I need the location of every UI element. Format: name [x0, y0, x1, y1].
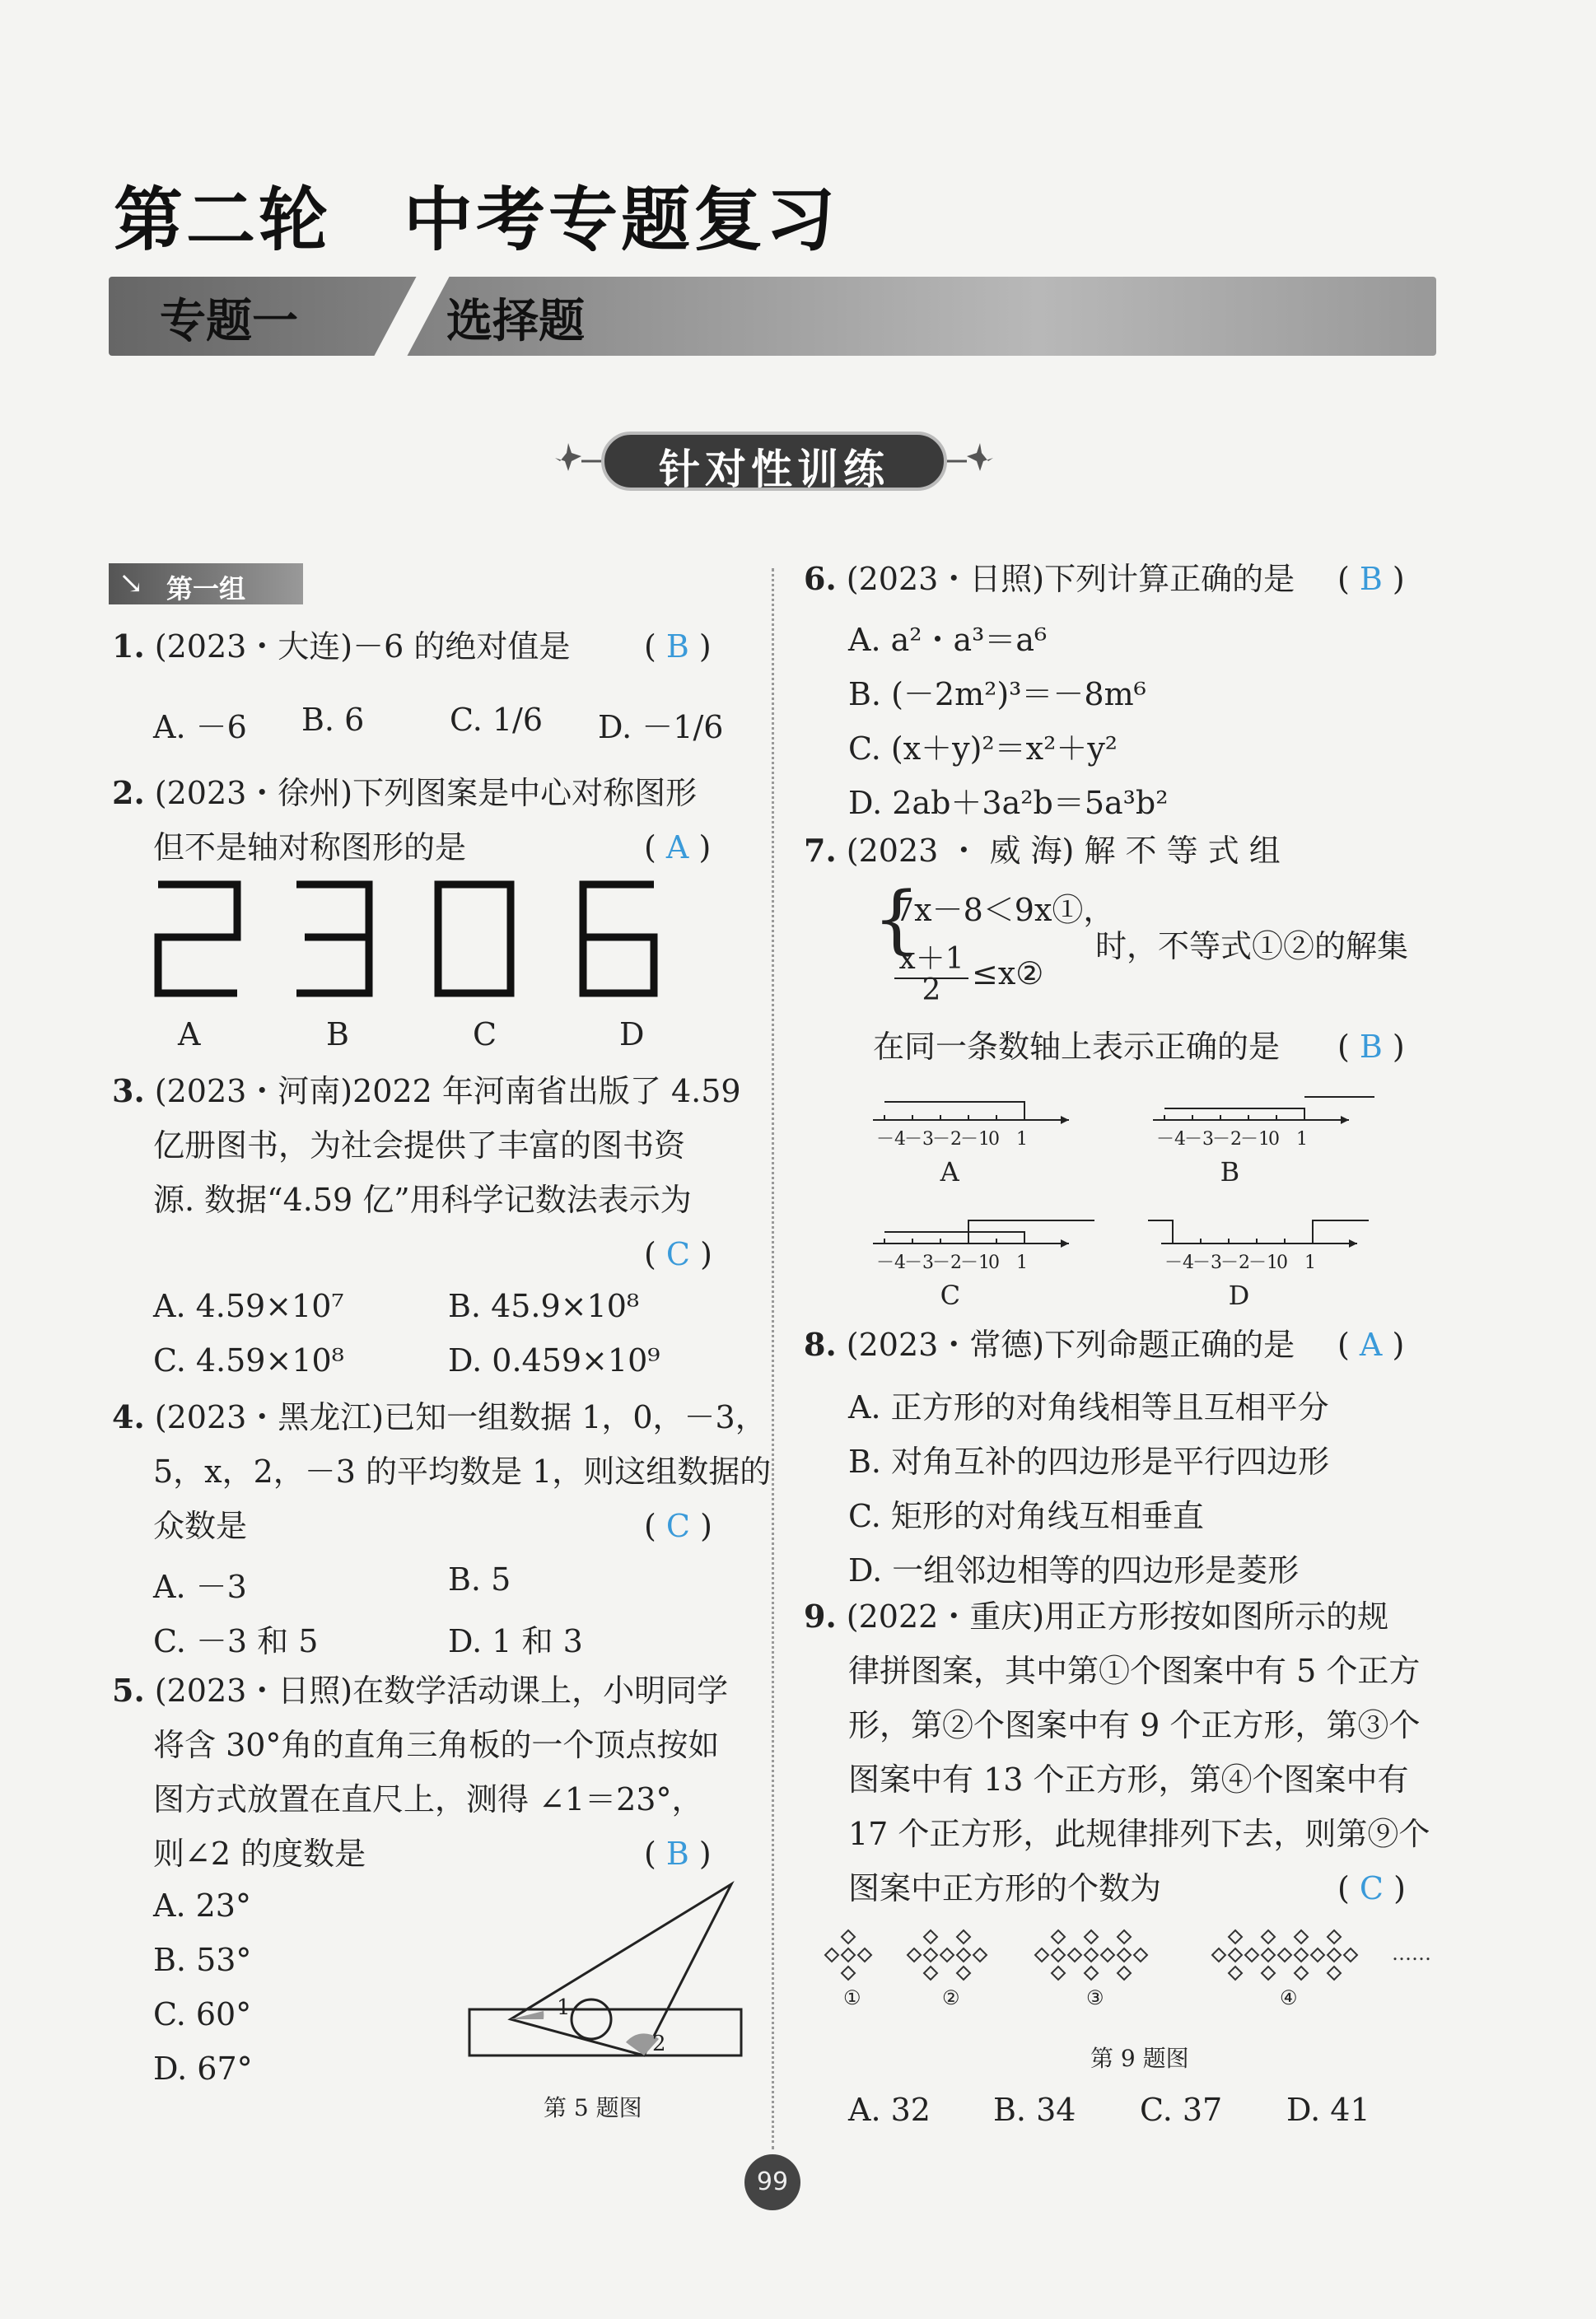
pattern-square: [1262, 1930, 1275, 1943]
number-line-tick-label: 0: [1276, 1253, 1288, 1273]
number-line-tick-label: －4: [1164, 1253, 1194, 1273]
q6-option-a: A. a²・a³＝a⁶: [848, 622, 1048, 658]
topic-number: 专题一: [160, 295, 298, 348]
q1-option-b: B. 6: [301, 702, 365, 738]
pattern-square: [924, 1967, 937, 1980]
q6-option-d: D. 2ab＋3a²b＝5a³b²: [848, 785, 1169, 821]
q7-stem-line1: 7. (2023 ・ 威 海) 解 不 等 式 组: [804, 832, 1281, 869]
q3-stem-line3: 源. 数据“4.59 亿”用科学记数法表示为: [153, 1182, 692, 1218]
pattern-square: [1229, 1967, 1242, 1980]
q4-option-b: B. 5: [448, 1561, 511, 1598]
q7-number-lines: [865, 1071, 1441, 1318]
number-line-tick-label: －4: [876, 1129, 906, 1150]
q5-option-b: B. 53°: [153, 1942, 252, 1978]
number-line-option-label: B: [1220, 1156, 1240, 1187]
pattern-square: [1212, 1948, 1225, 1962]
q9-stem-line2: 律拼图案，其中第①个图案中有 5 个正方: [848, 1653, 1421, 1689]
triangle-shape: [511, 1884, 731, 2055]
q7-answer: ( B ): [1337, 1029, 1405, 1065]
q9-option-d: D. 41: [1286, 2092, 1370, 2128]
q9-option-a: A. 32: [848, 2092, 931, 2128]
pattern-square: [1118, 1967, 1131, 1980]
angle-1-label: 1: [557, 1995, 571, 2020]
q9-stem-line3: 形，第②个图案中有 9 个正方形，第③个: [848, 1707, 1421, 1743]
pattern-square: [908, 1948, 921, 1962]
pattern-index-label: ①: [843, 1986, 861, 2009]
q8-option-c: C. 矩形的对角线互相垂直: [848, 1498, 1204, 1534]
topic-banner: [109, 277, 1436, 356]
q7-fraction-numerator: x＋1: [894, 936, 968, 979]
pattern-square: [1118, 1930, 1131, 1943]
number-line-tick-label: －2: [932, 1253, 962, 1273]
number-line-tick-label: 1: [1296, 1129, 1308, 1150]
q4-option-d: D. 1 和 3: [448, 1623, 583, 1659]
pattern-square: [1118, 1948, 1131, 1962]
pattern-square: [1085, 1948, 1098, 1962]
pattern-square: [1295, 1930, 1308, 1943]
q5-option-a: A. 23°: [153, 1887, 251, 1924]
q9-answer: ( C ): [1337, 1870, 1406, 1906]
q6-option-c: C. (x＋y)²＝x²＋y²: [848, 730, 1118, 767]
number-line-tick-label: －2: [932, 1129, 962, 1150]
pattern-square: [1328, 1967, 1341, 1980]
q5-stem-line2: 将含 30°角的直角三角板的一个顶点按如: [153, 1727, 720, 1763]
number-line-tick-label: －1: [960, 1253, 990, 1273]
q5-option-d: D. 67°: [153, 2051, 253, 2087]
q7-inequality-2-tail: ≤x②: [972, 955, 1044, 992]
pattern-square: [957, 1948, 970, 1962]
page-number: 99: [744, 2154, 800, 2210]
number-line-tick-label: －2: [1220, 1253, 1250, 1273]
pattern-square: [940, 1948, 954, 1962]
q8-option-d: D. 一组邻边相等的四边形是菱形: [848, 1552, 1300, 1589]
q5-triangle-ruler-figure: [461, 1878, 758, 2108]
pattern-square: [1134, 1948, 1147, 1962]
q9-stem-line4: 图案中有 13 个正方形，第④个图案中有: [848, 1761, 1409, 1798]
q4-stem-line3: 众数是: [153, 1508, 248, 1544]
number-line-tick-label: －4: [876, 1253, 906, 1273]
number-line-tick-label: －1: [1248, 1253, 1278, 1273]
digit-2-figure: [158, 884, 237, 993]
q3-stem-line2: 亿册图书，为社会提供了丰富的图书资: [153, 1127, 686, 1164]
number-line-tick-label: 1: [1016, 1129, 1028, 1150]
pattern-square: [1101, 1948, 1114, 1962]
number-line-tick-label: 0: [1268, 1129, 1280, 1150]
solution-set-segment: [1148, 1220, 1369, 1243]
pattern-square: [924, 1948, 937, 1962]
q2-answer: ( A ): [644, 829, 712, 866]
solution-set-segment: [1164, 1097, 1374, 1120]
q4-stem-line1: 4. (2023・黑龙江)已知一组数据 1，0，－3，: [112, 1398, 767, 1435]
pattern-square: [1068, 1948, 1081, 1962]
q2-label-d: D: [619, 1016, 645, 1052]
pattern-square: [825, 1948, 838, 1962]
practice-label: 针对性训练: [659, 446, 889, 493]
q3-option-a: A. 4.59×10⁷: [153, 1288, 344, 1324]
pattern-index-label: ④: [1280, 1986, 1298, 2009]
q3-stem-line1: 3. (2023・河南)2022 年河南省出版了 4.59: [112, 1072, 741, 1109]
q2-stem-line2: 但不是轴对称图形的是: [153, 829, 467, 866]
q7-stem-line2: 时，不等式①②的解集: [1095, 928, 1409, 964]
number-line-tick-label: －1: [1240, 1129, 1270, 1150]
digit-3-figure: [296, 884, 369, 993]
pattern-square: [957, 1930, 970, 1943]
q7-inequality-1: 7x－8＜9x①，: [894, 892, 1115, 928]
q2-digit-figures: [148, 878, 675, 1018]
pattern-square: [1085, 1967, 1098, 1980]
q5-stem-line1: 5. (2023・日照)在数学活动课上，小明同学: [112, 1672, 729, 1709]
number-line-tick-label: －3: [904, 1129, 934, 1150]
number-line-tick-label: －3: [1192, 1253, 1222, 1273]
pattern-square: [842, 1930, 855, 1943]
pattern-square: [1052, 1930, 1065, 1943]
banner-slash: [374, 277, 449, 356]
pattern-square: [1295, 1948, 1308, 1962]
q2-label-a: A: [178, 1016, 201, 1052]
q5-stem-line3: 图方式放置在直尺上，测得 ∠1＝23°，: [153, 1781, 703, 1817]
q8-stem: 8. (2023・常德)下列命题正确的是: [804, 1326, 1295, 1363]
q1-stem: 1. (2023・大连)－6 的绝对值是: [112, 628, 571, 665]
q8-option-a: A. 正方形的对角线相等且互相平分: [848, 1389, 1329, 1425]
topic-name: 选择题: [446, 295, 585, 348]
q6-stem: 6. (2023・日照)下列计算正确的是: [804, 560, 1295, 597]
q8-answer: ( A ): [1337, 1327, 1405, 1363]
q3-option-c: C. 4.59×10⁸: [153, 1342, 344, 1379]
pattern-square: [1035, 1948, 1048, 1962]
solution-set-segment: [884, 1220, 1094, 1243]
q1-option-c: C. 1/6: [450, 702, 544, 738]
q3-answer: ( C ): [644, 1236, 712, 1272]
number-line-tick-label: 1: [1304, 1253, 1316, 1273]
chapter-title: 第二轮 中考专题复习: [114, 180, 839, 260]
q9-option-c: C. 37: [1140, 2092, 1223, 2128]
q9-stem-line6: 图案中正方形的个数为: [848, 1870, 1162, 1906]
arrow-icon: ↘: [119, 567, 144, 600]
number-line-arrow: [1061, 1239, 1069, 1248]
q4-answer: ( C ): [644, 1508, 712, 1544]
q4-stem-line2: 5，x，2，－3 的平均数是 1，则这组数据的: [153, 1453, 772, 1490]
group-tag: [109, 563, 303, 604]
q5-answer: ( B ): [644, 1836, 712, 1872]
number-line-tick-label: 0: [988, 1129, 1000, 1150]
number-line-arrow: [1349, 1239, 1357, 1248]
q6-option-b: B. (－2m²)³＝－8m⁶: [848, 676, 1146, 712]
q7-stem-line3: 在同一条数轴上表示正确的是: [873, 1029, 1281, 1065]
pattern-square: [1344, 1948, 1357, 1962]
pattern-square: [957, 1967, 970, 1980]
q7-brace: {: [873, 876, 921, 963]
number-line-tick-label: －3: [904, 1253, 934, 1273]
practice-badge: [535, 428, 1013, 494]
pattern-square: [1052, 1948, 1065, 1962]
triangle-hole: [572, 1999, 611, 2039]
q6-answer: ( B ): [1337, 561, 1405, 597]
number-line-tick-label: －3: [1184, 1129, 1214, 1150]
q4-option-a: A. －3: [153, 1569, 247, 1605]
q5-option-c: C. 60°: [153, 1996, 252, 2032]
pattern-square: [1052, 1967, 1065, 1980]
pattern-square: [1311, 1948, 1324, 1962]
digit-0-figure: [438, 884, 511, 993]
number-line-option-label: A: [940, 1156, 959, 1187]
pattern-square: [858, 1948, 871, 1962]
q5-stem-line4: 则∠2 的度数是: [153, 1836, 366, 1872]
q2-label-c: C: [473, 1016, 497, 1052]
pattern-square: [1245, 1948, 1258, 1962]
number-line-tick-label: －2: [1212, 1129, 1242, 1150]
q9-option-b: B. 34: [993, 2092, 1076, 2128]
q9-stem-line5: 17 个正方形，此规律排列下去，则第⑨个: [848, 1816, 1430, 1852]
column-divider: [772, 568, 774, 2149]
pattern-square: [1229, 1930, 1242, 1943]
q5-figure-caption: 第 5 题图: [544, 2094, 642, 2121]
digit-6-figure: [583, 884, 654, 993]
pattern-square: [842, 1948, 855, 1962]
q2-label-b: B: [326, 1016, 349, 1052]
pattern-square: [1328, 1948, 1341, 1962]
pattern-index-label: ②: [942, 1986, 960, 2009]
number-line-option-label: D: [1228, 1280, 1250, 1311]
group-label: 第一组: [166, 573, 246, 604]
pattern-square: [1295, 1967, 1308, 1980]
pattern-square: [1085, 1930, 1098, 1943]
q1-option-a: A. －6: [153, 709, 247, 745]
q7-fraction-denominator: 2: [922, 973, 941, 1007]
number-line-arrow: [1061, 1116, 1069, 1124]
q9-stem-line1: 9. (2022・重庆)用正方形按如图所示的规: [804, 1598, 1389, 1635]
pattern-square: [924, 1930, 937, 1943]
q1-option-d: D. －1/6: [598, 709, 724, 745]
q1-answer: ( B ): [644, 628, 712, 665]
q4-option-c: C. －3 和 5: [153, 1623, 319, 1659]
solution-set-segment: [884, 1102, 1024, 1120]
q9-figure-caption: 第 9 题图: [1090, 2045, 1189, 2072]
q3-option-d: D. 0.459×10⁹: [448, 1342, 660, 1379]
number-line-tick-label: －4: [1156, 1129, 1186, 1150]
pattern-ellipsis: ……: [1392, 1942, 1431, 1965]
q9-square-patterns: [815, 1922, 1474, 2021]
q2-stem-line1: 2. (2023・徐州)下列图案是中心对称图形: [112, 774, 698, 811]
number-line-tick-label: 1: [1016, 1253, 1028, 1273]
pattern-square: [1229, 1948, 1242, 1962]
number-line-arrow: [1341, 1116, 1349, 1124]
angle-2-label: 2: [652, 2032, 666, 2056]
q3-option-b: B. 45.9×10⁸: [448, 1288, 640, 1324]
pattern-square: [1262, 1948, 1275, 1962]
number-line-option-label: C: [940, 1280, 961, 1311]
pattern-square: [842, 1967, 855, 1980]
q8-option-b: B. 对角互补的四边形是平行四边形: [848, 1444, 1330, 1480]
pattern-square: [1262, 1967, 1275, 1980]
number-line-tick-label: －1: [960, 1129, 990, 1150]
pattern-square: [1278, 1948, 1291, 1962]
number-line-tick-label: 0: [988, 1253, 1000, 1273]
pattern-square: [973, 1948, 987, 1962]
pattern-square: [1328, 1930, 1341, 1943]
pattern-index-label: ③: [1086, 1986, 1104, 2009]
